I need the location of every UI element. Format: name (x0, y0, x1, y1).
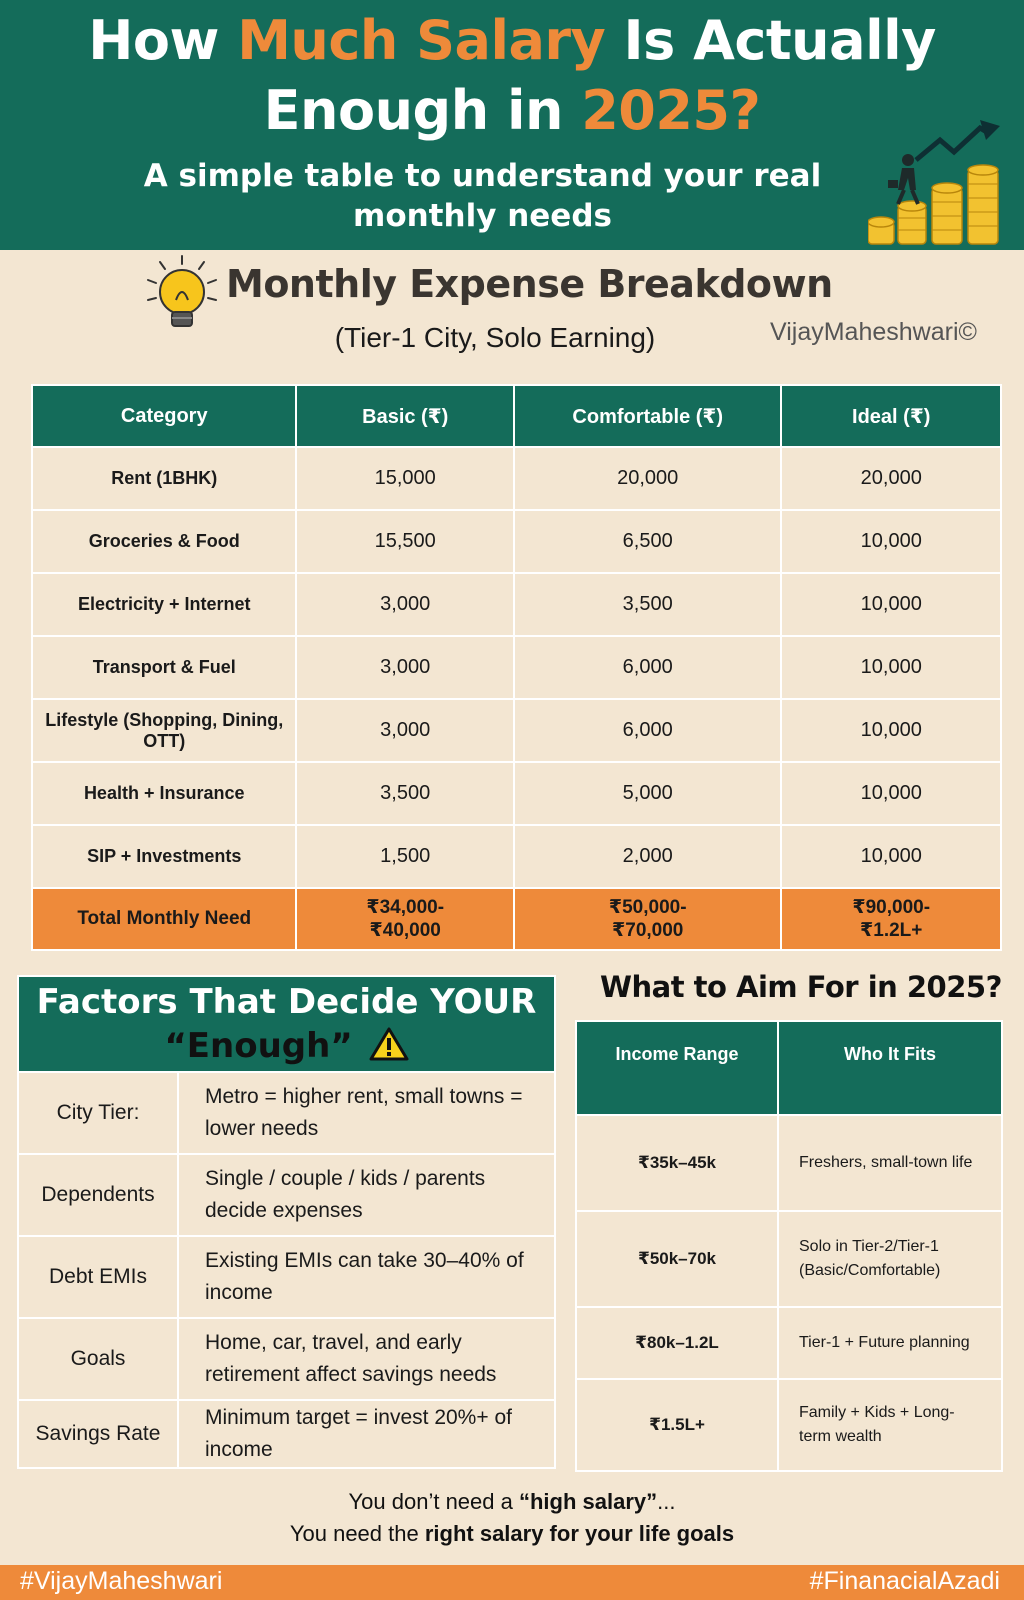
factor-label: Goals (18, 1318, 178, 1400)
ideal-cell: 10,000 (781, 510, 1001, 573)
table-row (576, 1379, 1002, 1471)
col-header-comfortable: Comfortable (₹) (514, 385, 781, 447)
category-cell: Electricity + Internet (32, 573, 296, 636)
basic-cell: 15,000 (296, 447, 514, 510)
total-ideal: ₹90,000- ₹1.2L+ (781, 888, 1001, 950)
warning-icon (369, 1027, 409, 1061)
factor-desc: Existing EMIs can take 30–40% of income (178, 1236, 555, 1318)
comfortable-cell: 6,000 (514, 636, 781, 699)
comfortable-cell: 6,000 (514, 699, 781, 762)
total-row (32, 888, 1001, 950)
who-it-fits-cell: Tier-1 + Future planning (778, 1307, 1002, 1379)
comfortable-cell: 2,000 (514, 825, 781, 888)
table-row (18, 1072, 555, 1154)
col-header-income-range: Income Range (576, 1021, 778, 1115)
table-row (32, 573, 1001, 636)
table-row (576, 1115, 1002, 1211)
basic-cell: 3,000 (296, 699, 514, 762)
table-row (32, 510, 1001, 573)
factor-label: Debt EMIs (18, 1236, 178, 1318)
table-header-row (576, 1021, 1002, 1115)
factor-label: Dependents (18, 1154, 178, 1236)
table-row (18, 1236, 555, 1318)
basic-cell: 3,000 (296, 573, 514, 636)
table-row (32, 762, 1001, 825)
who-it-fits-cell: Solo in Tier-2/Tier-1 (Basic/Comfortable) (778, 1211, 1002, 1307)
income-range-cell: ₹50k–70k (576, 1211, 778, 1307)
section-subtitle: (Tier-1 City, Solo Earning) (334, 322, 656, 353)
col-header-who-it-fits: Who It Fits (778, 1021, 1002, 1115)
left-hashtag: #VijayMaheshwari (20, 1567, 223, 1595)
footer-line-2: You need the right salary for your life goals (289, 1521, 735, 1546)
total-basic: ₹34,000- ₹40,000 (296, 888, 514, 950)
footer-line-1: You don’t need a “high salary”... (348, 1489, 676, 1514)
factors-title: Factors That Decide YOUR “Enough” (18, 976, 555, 1072)
aim-title: What to Aim For in 2025? (600, 970, 1002, 1004)
page-subtitle: A simple table to understand your real monthly needs (143, 158, 822, 234)
ideal-cell: 10,000 (781, 573, 1001, 636)
category-cell: Health + Insurance (32, 762, 296, 825)
category-cell: Rent (1BHK) (32, 447, 296, 510)
header-banner (0, 0, 1024, 250)
table-row (18, 1400, 555, 1468)
basic-cell: 3,500 (296, 762, 514, 825)
aim-table (575, 1020, 1003, 1472)
comfortable-cell: 20,000 (514, 447, 781, 510)
category-cell: Groceries & Food (32, 510, 296, 573)
right-hashtag: #FinanacialAzadi (809, 1567, 1000, 1595)
income-range-cell: ₹80k–1.2L (576, 1307, 778, 1379)
bottom-bar (0, 1565, 1024, 1600)
ideal-cell: 10,000 (781, 825, 1001, 888)
total-comfortable: ₹50,000- ₹70,000 (514, 888, 781, 950)
table-row (576, 1211, 1002, 1307)
factor-label: City Tier: (18, 1072, 178, 1154)
factor-desc: Single / couple / kids / parents decide expenses (178, 1154, 555, 1236)
comfortable-cell: 5,000 (514, 762, 781, 825)
table-row (32, 636, 1001, 699)
table-row (18, 1154, 555, 1236)
category-cell: Transport & Fuel (32, 636, 296, 699)
factor-desc: Metro = higher rent, small towns = lower needs (178, 1072, 555, 1154)
ideal-cell: 10,000 (781, 762, 1001, 825)
factor-label: Savings Rate (18, 1400, 178, 1468)
table-row (32, 447, 1001, 510)
ideal-cell: 10,000 (781, 636, 1001, 699)
comfortable-cell: 6,500 (514, 510, 781, 573)
total-label: Total Monthly Need (32, 888, 296, 950)
table-header-row (32, 385, 1001, 447)
watermark: VijayMaheshwari© (770, 318, 977, 346)
table-row (18, 1318, 555, 1400)
table-row (32, 699, 1001, 762)
factors-table (17, 975, 556, 1469)
category-cell: SIP + Investments (32, 825, 296, 888)
basic-cell: 1,500 (296, 825, 514, 888)
factor-desc: Home, car, travel, and early retirement affect savings needs (178, 1318, 555, 1400)
title-highlight: Much Salary (237, 9, 606, 72)
col-header-basic: Basic (₹) (296, 385, 514, 447)
income-range-cell: ₹1.5L+ (576, 1379, 778, 1471)
section-title: Monthly Expense Breakdown (226, 262, 833, 306)
ideal-cell: 10,000 (781, 699, 1001, 762)
page-title: How Much Salary Is Actually Enough in 2025? (88, 9, 936, 142)
basic-cell: 15,500 (296, 510, 514, 573)
factor-desc: Minimum target = invest 20%+ of income (178, 1400, 555, 1468)
col-header-ideal: Ideal (₹) (781, 385, 1001, 447)
who-it-fits-cell: Freshers, small-town life (778, 1115, 1002, 1211)
comfortable-cell: 3,500 (514, 573, 781, 636)
income-range-cell: ₹35k–45k (576, 1115, 778, 1211)
basic-cell: 3,000 (296, 636, 514, 699)
table-row (576, 1307, 1002, 1379)
title-year: 2025? (581, 79, 761, 142)
category-cell: Lifestyle (Shopping, Dining, OTT) (32, 699, 296, 762)
lightbulb-icon (142, 254, 222, 334)
table-row (32, 825, 1001, 888)
col-header-category: Category (32, 385, 296, 447)
ideal-cell: 20,000 (781, 447, 1001, 510)
who-it-fits-cell: Family + Kids + Long-term wealth (778, 1379, 1002, 1471)
expense-table (31, 384, 1002, 951)
growth-coins-illustration (868, 118, 1018, 248)
